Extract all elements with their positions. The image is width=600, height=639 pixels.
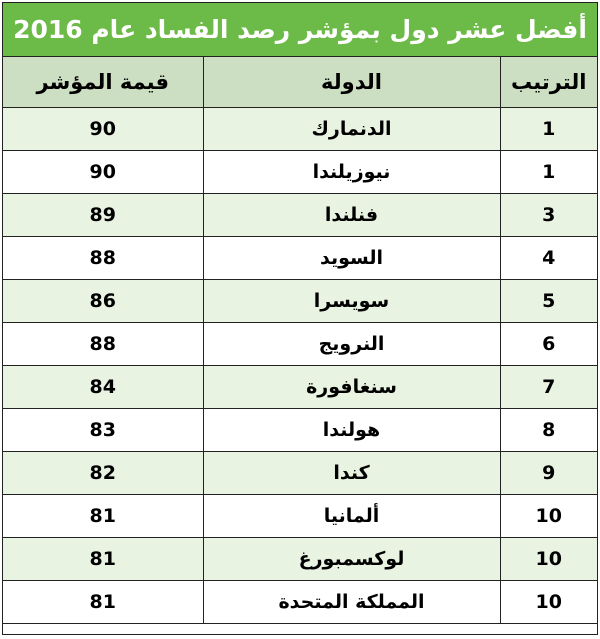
- country-cell: لوكسمبورغ: [203, 537, 500, 580]
- rank-cell: 10: [500, 537, 597, 580]
- table-row: [3, 451, 597, 494]
- rank-cell: 1: [500, 150, 597, 193]
- rank-cell: 4: [500, 236, 597, 279]
- value-cell: 89: [3, 193, 203, 236]
- rank-cell: 1: [500, 107, 597, 150]
- value-cell: 88: [3, 236, 203, 279]
- rank-cell: 3: [500, 193, 597, 236]
- rank-cell: 5: [500, 279, 597, 322]
- table-row: [3, 279, 597, 322]
- header-value: قيمة المؤشر: [3, 57, 203, 107]
- rank-cell: 7: [500, 365, 597, 408]
- value-cell: 81: [3, 537, 203, 580]
- rank-cell: 8: [500, 408, 597, 451]
- table-row: [3, 408, 597, 451]
- country-cell: ألمانيا: [203, 494, 500, 537]
- table-row: [3, 494, 597, 537]
- table-row: [3, 537, 597, 580]
- header-row: [3, 57, 597, 107]
- table-row: [3, 107, 597, 150]
- value-cell: 83: [3, 408, 203, 451]
- value-cell: 84: [3, 365, 203, 408]
- table-row: [3, 365, 597, 408]
- country-cell: فنلندا: [203, 193, 500, 236]
- table-row: [3, 193, 597, 236]
- country-cell: هولندا: [203, 408, 500, 451]
- country-cell: نيوزيلندا: [203, 150, 500, 193]
- value-cell: 90: [3, 150, 203, 193]
- country-cell: النرويج: [203, 322, 500, 365]
- table-row: [3, 322, 597, 365]
- table-row: [3, 580, 597, 623]
- table-title: أفضل عشر دول بمؤشر رصد الفساد عام 2016: [3, 3, 597, 57]
- country-cell: سويسرا: [203, 279, 500, 322]
- corruption-index-table-card: [2, 2, 598, 635]
- value-cell: 82: [3, 451, 203, 494]
- rank-cell: 10: [500, 494, 597, 537]
- country-cell: السويد: [203, 236, 500, 279]
- value-cell: 90: [3, 107, 203, 150]
- table-row: [3, 150, 597, 193]
- value-cell: 86: [3, 279, 203, 322]
- country-cell: الدنمارك: [203, 107, 500, 150]
- country-cell: المملكة المتحدة: [203, 580, 500, 623]
- rank-cell: 9: [500, 451, 597, 494]
- value-cell: 88: [3, 322, 203, 365]
- value-cell: 81: [3, 580, 203, 623]
- rank-cell: 6: [500, 322, 597, 365]
- value-cell: 81: [3, 494, 203, 537]
- rank-cell: 10: [500, 580, 597, 623]
- table-row: [3, 236, 597, 279]
- header-rank: الترتيب: [500, 57, 597, 107]
- country-cell: كندا: [203, 451, 500, 494]
- country-cell: سنغافورة: [203, 365, 500, 408]
- header-country: الدولة: [203, 57, 500, 107]
- ranking-table: [3, 57, 597, 624]
